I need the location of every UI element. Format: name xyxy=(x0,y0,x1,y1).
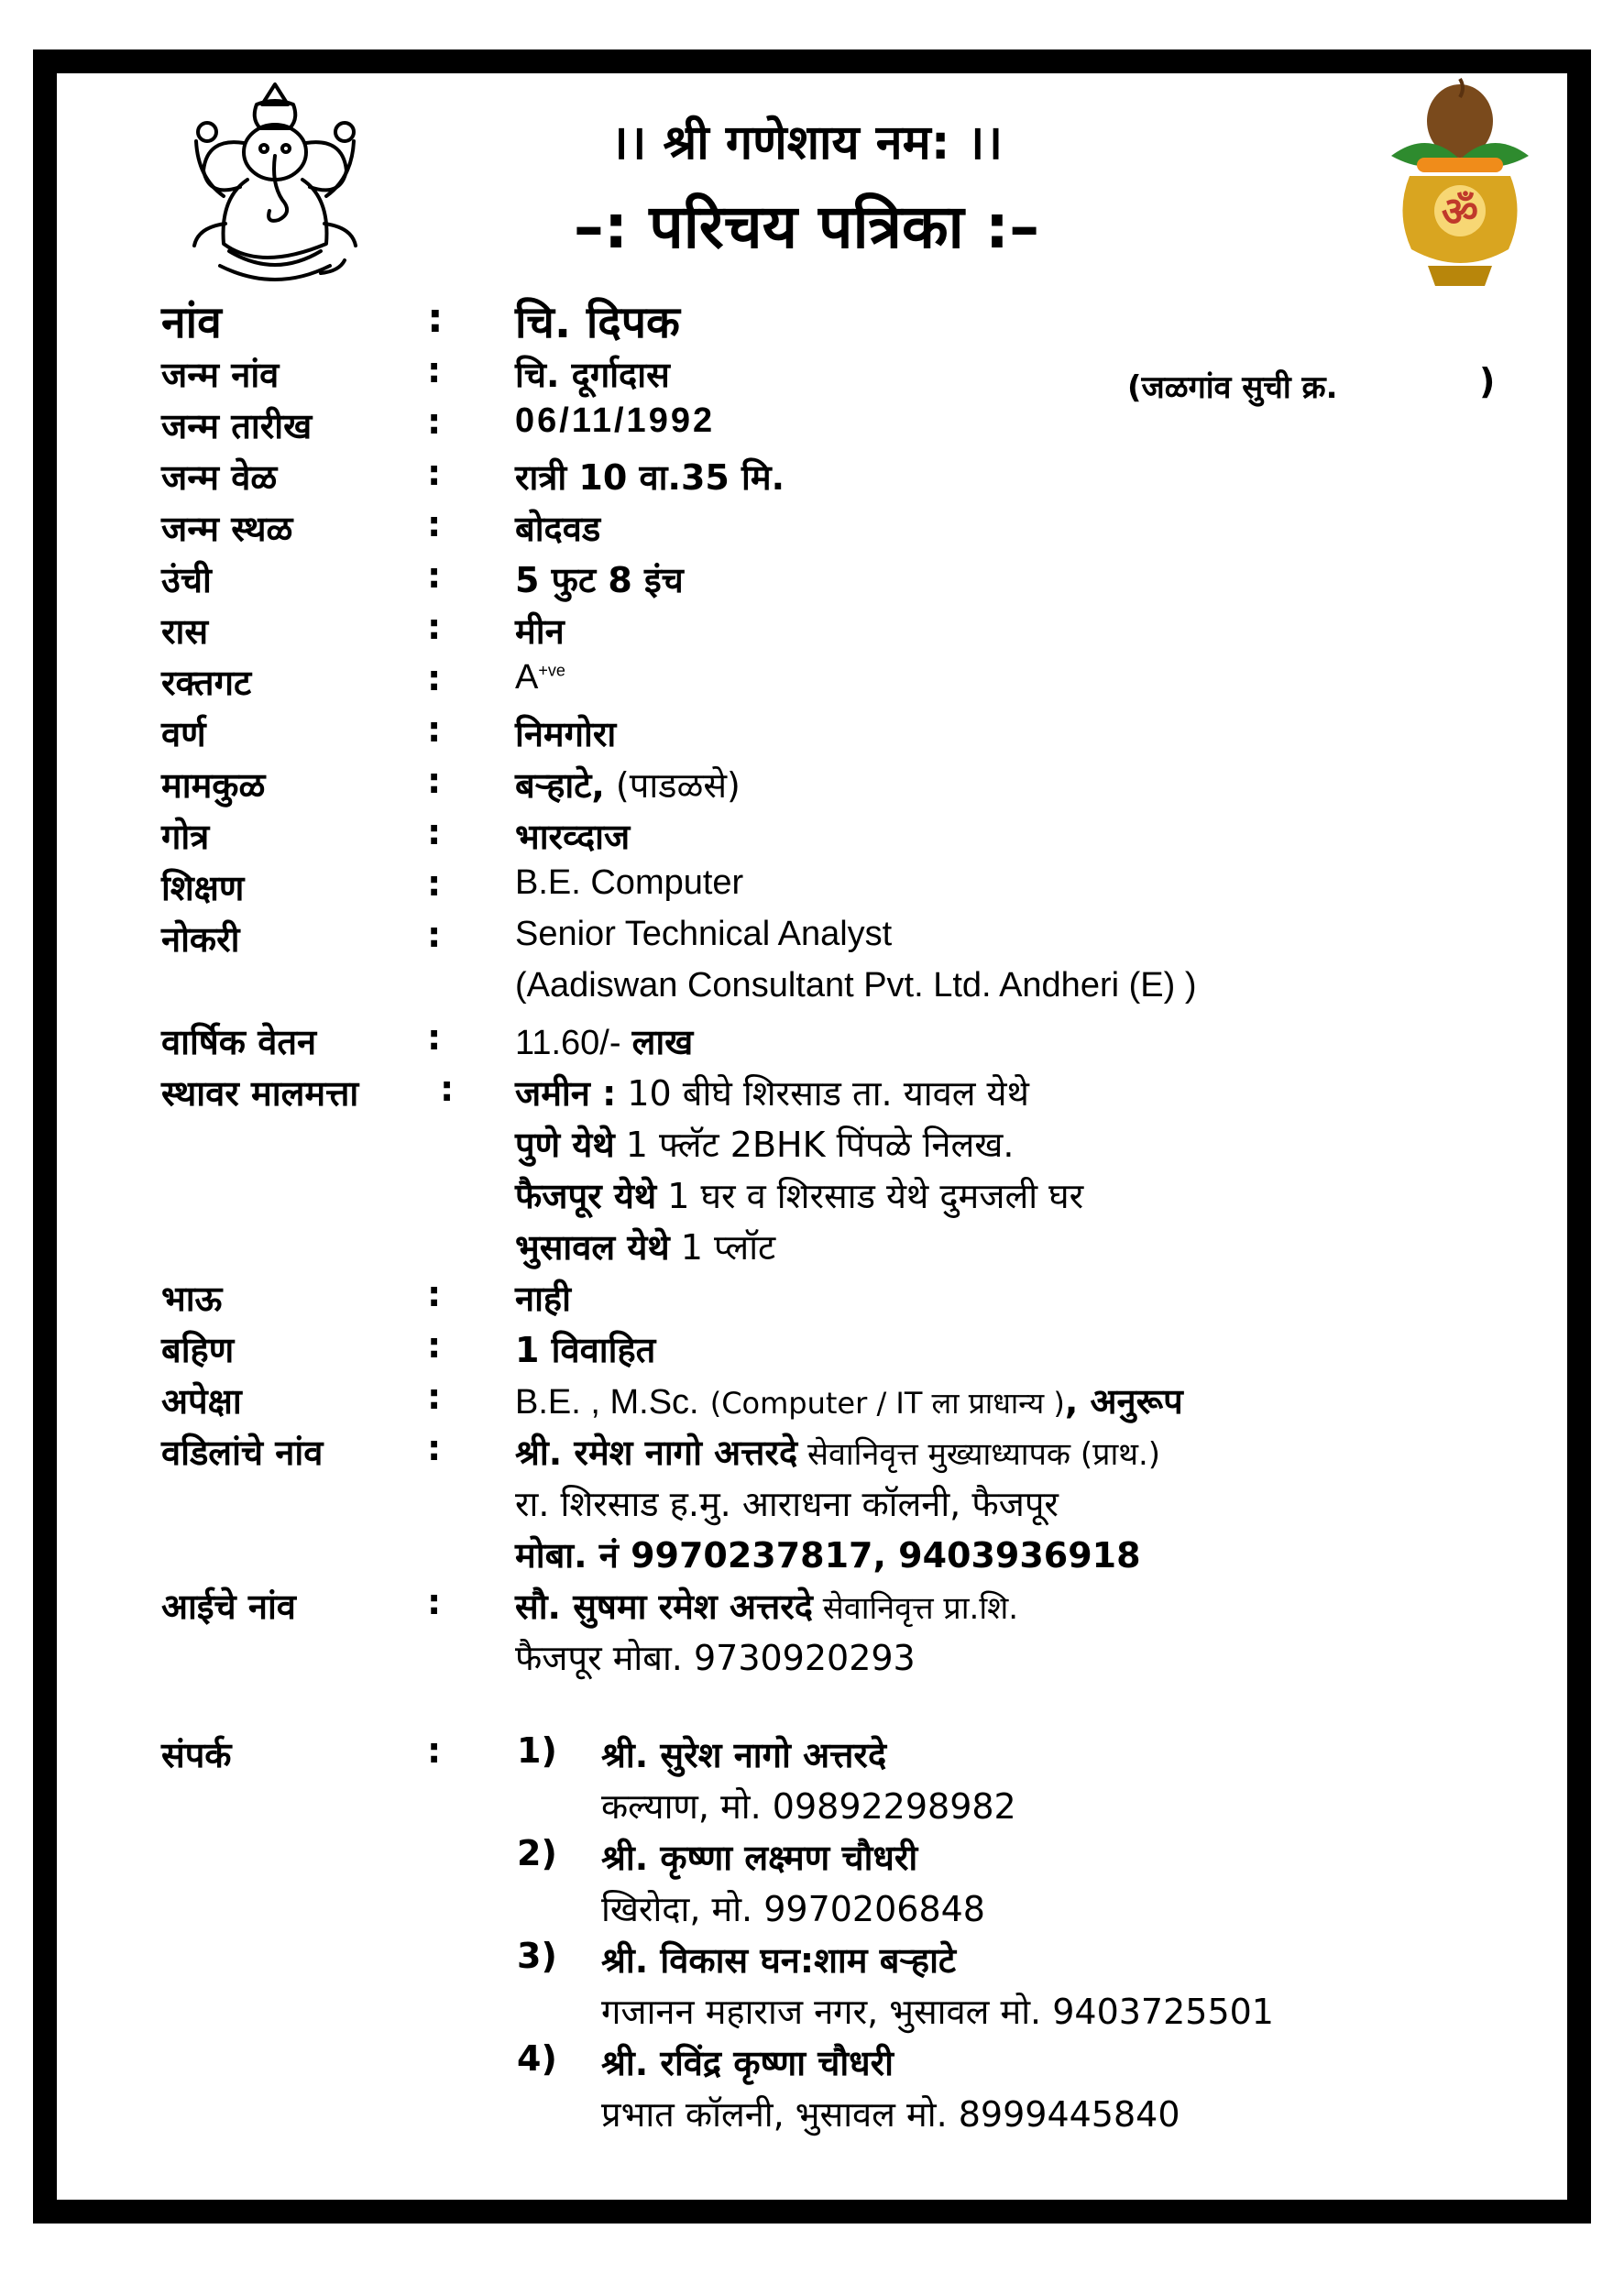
contact-name: श्री. विकास घन:शाम बऱ्हाटे xyxy=(601,1940,957,1981)
value-education: B.E. Computer xyxy=(515,863,744,902)
colon: : xyxy=(427,709,442,750)
colon: : xyxy=(427,761,442,801)
value-height: 5 फुट 8 इंच xyxy=(515,560,684,600)
label-mamkul: मामकुळ xyxy=(161,765,266,806)
property-line-text: 1 प्लॉट xyxy=(669,1227,776,1268)
contact-name: श्री. कृष्णा लक्ष्मण चौधरी xyxy=(601,1838,918,1878)
colon: : xyxy=(427,863,442,904)
label-gotra: गोत्र xyxy=(161,817,210,857)
value-job-company: (Aadiswan Consultant Pvt. Ltd. Andheri (E) ) xyxy=(515,966,1197,1005)
contact-detail: प्रभात कॉलनी, भुसावल मो. 8999445840 xyxy=(601,2094,1180,2135)
contact-number: 2) xyxy=(517,1833,557,1873)
blood-group-sup: +ve xyxy=(538,661,565,680)
property-line-bold: पुणे येथे xyxy=(515,1125,615,1165)
value-sister: 1 विवाहित xyxy=(515,1330,656,1370)
colon: : xyxy=(427,1325,442,1366)
label-complexion: वर्ण xyxy=(161,714,206,754)
value-blood-group xyxy=(515,658,565,697)
colon: : xyxy=(427,555,442,596)
colon: : xyxy=(427,401,442,442)
contact-name: श्री. रविंद्र कृष्णा चौधरी xyxy=(601,2043,894,2083)
colon: : xyxy=(427,812,442,852)
property-line-text: 1 घर व शिरसाड येथे दुमजली घर xyxy=(656,1176,1084,1216)
list-number-note: (जळगांव सुची क्र. xyxy=(1127,369,1338,406)
kalash-illustration xyxy=(1373,73,1547,293)
label-height: उंची xyxy=(161,560,212,600)
property-line-text: 10 बीघे शिरसाड ता. यावल येथे xyxy=(616,1073,1029,1114)
contact-detail: खिरोदा, मो. 9970206848 xyxy=(601,1889,985,1929)
label-contact: संपर्क xyxy=(161,1735,232,1775)
label-name: नांव xyxy=(161,297,222,348)
father-address: रा. शिरसाड ह.मु. आराधना कॉलनी, फैजपूर xyxy=(515,1484,1059,1524)
label-brother: भाऊ xyxy=(161,1279,223,1319)
colon: : xyxy=(427,658,442,698)
colon: : xyxy=(427,1428,442,1468)
value-mother xyxy=(515,1582,1018,1630)
value-birth-date: 06/11/1992 xyxy=(515,401,716,440)
father-name: श्री. रमेश नागो अत्तरदे xyxy=(515,1433,798,1473)
ganesha-illustration xyxy=(183,77,367,290)
value-complexion: निमगोरा xyxy=(515,714,617,754)
mamkul-extra: (पाडळसे) xyxy=(615,765,741,806)
label-rashi: रास xyxy=(161,611,209,652)
value-name: चि. दिपक xyxy=(515,297,680,348)
colon: : xyxy=(427,915,442,955)
contact-number: 3) xyxy=(517,1936,557,1976)
contact-detail: गजानन महाराज नगर, भुसावल मो. 9403725501 xyxy=(601,1992,1274,2032)
value-birth-name: चि. दूर्गादास xyxy=(515,355,670,395)
expectation-preference: (Computer / IT ला प्राधान्य ) xyxy=(709,1386,1065,1421)
value-mamkul xyxy=(515,761,741,808)
list-number-note-close: ) xyxy=(1479,361,1496,401)
label-blood-group: रक्तगट xyxy=(161,663,252,703)
label-education: शिक्षण xyxy=(161,868,245,908)
label-birth-time: जन्म वेळ xyxy=(161,457,278,498)
value-birth-time: रात्री 10 वा.35 मि. xyxy=(515,457,785,498)
label-birth-name: जन्म नांव xyxy=(161,355,280,395)
value-birth-place: बोदवड xyxy=(515,509,601,549)
property-line-text: 1 फ्लॅट 2BHK पिंपळे निलख. xyxy=(614,1125,1015,1165)
contact-number: 4) xyxy=(517,2038,557,2079)
property-line xyxy=(515,1223,775,1270)
value-gotra: भारव्दाज xyxy=(515,817,631,857)
label-father: वडिलांचे नांव xyxy=(161,1433,324,1473)
om-symbol: ॐ xyxy=(1441,189,1479,236)
colon: : xyxy=(427,1274,442,1314)
label-salary: वार्षिक वेतन xyxy=(161,1022,317,1062)
mother-mobile: फैजपूर मोबा. 9730920293 xyxy=(515,1638,916,1678)
value-father xyxy=(515,1428,1160,1476)
colon: : xyxy=(427,607,442,647)
page-title: –: परिचय पत्रिका :– xyxy=(573,192,1040,262)
mamkul-main: बऱ्हाटे, xyxy=(515,765,605,806)
value-salary xyxy=(515,1017,693,1065)
colon: : xyxy=(427,1582,442,1622)
salary-amount: 11.60/- xyxy=(515,1024,621,1062)
shloka-heading: ।। श्री गणेशाय नम: ।। xyxy=(609,115,1004,170)
property-line xyxy=(515,1120,1014,1168)
father-desc: सेवानिवृत्त मुख्याध्यापक (प्राथ.) xyxy=(797,1436,1161,1473)
value-rashi: मीन xyxy=(515,611,565,652)
colon: : xyxy=(427,1377,442,1417)
contact-detail: कल्याण, मो. 09892298982 xyxy=(601,1786,1016,1827)
expectation-suitable: , अनुरूप xyxy=(1064,1381,1183,1422)
label-mother: आईचे नांव xyxy=(161,1587,296,1627)
colon: : xyxy=(427,1730,442,1771)
label-job: नोकरी xyxy=(161,919,240,960)
colon: : xyxy=(440,1069,455,1109)
value-expectation xyxy=(515,1377,1183,1424)
mother-desc: सेवानिवृत्त प्रा.शि. xyxy=(813,1590,1019,1627)
label-birth-place: जन्म स्थळ xyxy=(161,509,293,549)
father-mobile: मोबा. नं 9970237817, 9403936918 xyxy=(515,1535,1141,1576)
contact-name: श्री. सुरेश नागो अत्तरदे xyxy=(601,1735,887,1775)
colon: : xyxy=(427,1017,442,1058)
mother-name: सौ. सुषमा रमेश अत्तरदे xyxy=(515,1587,813,1627)
colon: : xyxy=(427,295,444,342)
property-line-bold: भुसावल येथे xyxy=(515,1227,670,1268)
property-line-bold: जमीन : xyxy=(515,1073,617,1114)
property-line-bold: फैजपूर येथे xyxy=(515,1176,657,1216)
property-line xyxy=(515,1171,1083,1219)
value-job: Senior Technical Analyst xyxy=(515,915,893,953)
label-birth-date: जन्म तारीख xyxy=(161,406,313,446)
expectation-degree: B.E. , M.Sc. xyxy=(515,1383,699,1422)
blood-group-text: A xyxy=(515,658,539,697)
salary-unit: लाख xyxy=(631,1022,694,1062)
label-expectation: अपेक्षा xyxy=(161,1381,242,1422)
label-sister: बहिण xyxy=(161,1330,235,1370)
value-brother: नाही xyxy=(515,1279,571,1319)
label-property: स्थावर मालमत्ता xyxy=(161,1073,359,1114)
property-line xyxy=(515,1069,1029,1116)
colon: : xyxy=(427,350,442,390)
contact-number: 1) xyxy=(517,1730,557,1771)
colon: : xyxy=(427,504,442,544)
colon: : xyxy=(427,453,442,493)
